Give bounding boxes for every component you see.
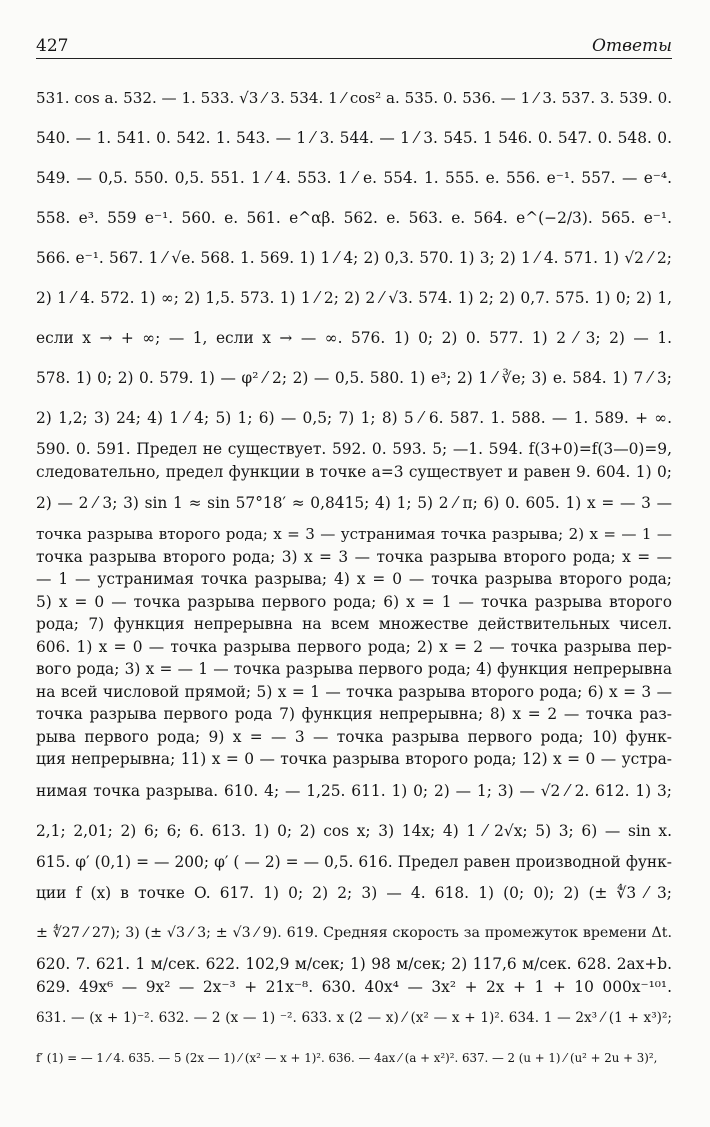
text-line: 566. e⁻¹. 567. 1 ⁄ √e. 568. 1. 569. 1) 1 ⁄ 4; 2) 0,3. 570. 1) 3; 2) 1 ⁄ 4. 571. 1) √2 ⁄ 2; [36, 249, 672, 267]
text-line: 2) 1,2; 3) 24; 4) 1 ⁄ 4; 5) 1; 6) — 0,5; 7) 1; 8) 5 ⁄ 6. 587. 1. 588. — 1. 589. + ∞. [36, 409, 672, 427]
text-line: 549. — 0,5. 550. 0,5. 551. 1 ⁄ 4. 553. 1 ⁄ e. 554. 1. 555. e. 556. e⁻¹. 557. — e⁻⁴. [36, 169, 672, 187]
text-line: 558. e³. 559 e⁻¹. 560. e. 561. e^αβ. 562. e. 563. e. 564. e^(−2/3). 565. e⁻¹. [36, 209, 672, 227]
text-line: 531. cos a. 532. — 1. 533. √3 ⁄ 3. 534. 1 ⁄ cos² a. 535. 0. 536. — 1 ⁄ 3. 537. 3. 539. 0. [36, 89, 672, 107]
text-line: 2,1; 2,01; 2) 6; 6; 6. 613. 1) 0; 2) cos x; 3) 14x; 4) 1 ⁄ 2√x; 5) 3; 6) — sin x. [36, 821, 672, 840]
text-line: следовательно, предел функции в точке a=3 существует и равен 9. 604. 1) 0; [36, 462, 672, 481]
text-line: 606. 1) x = 0 — точка разрыва первого рода; 2) x = 2 — точка разрыва пер- [36, 637, 672, 656]
running-title: Ответы [592, 36, 672, 56]
text-line: 590. 0. 591. Предел не существует. 592. 0. 593. 5; —1. 594. f(3+0)=f(3—0)=9, [36, 440, 672, 458]
text-line: 629. 49x⁶ — 9x² — 2x⁻³ + 21x⁻⁸. 630. 40x⁴ — 3x² + 2x + 1 + 10 000x⁻¹⁰¹. [36, 977, 672, 996]
text-line: ция непрерывна; 11) x = 0 — точка разрыва второго рода; 12) x = 0 — устра- [36, 750, 672, 768]
answers-text [36, 78, 672, 1107]
text-line: вого рода; 3) x = — 1 — точка разрыва первого рода; 4) функция непрерывна [36, 660, 672, 678]
text-line: — 1 — устранимая точка разрыва; 4) x = 0 — точка разрыва второго рода; [36, 570, 672, 588]
text-line: 540. — 1. 541. 0. 542. 1. 543. — 1 ⁄ 3. 544. — 1 ⁄ 3. 545. 1 546. 0. 547. 0. 548. 0. [36, 129, 672, 147]
page-number: 427 [36, 36, 69, 56]
text-line: точка разрыва первого рода 7) функция непрерывна; 8) x = 2 — точка раз- [36, 705, 672, 723]
text-line: 2) — 2 ⁄ 3; 3) sin 1 ≈ sin 57°18′ ≈ 0,8415; 4) 1; 5) 2 ⁄ π; 6) 0. 605. 1) x = — 3 — [36, 494, 672, 512]
text-line: 2) 1 ⁄ 4. 572. 1) ∞; 2) 1,5. 573. 1) 1 ⁄ 2; 2) 2 ⁄ √3. 574. 1) 2; 2) 0,7. 575. 1) 0; 2) 1, [36, 289, 672, 307]
text-line: рыва первого рода; 9) x = — 3 — точка разрыва первого рода; 10) функ- [36, 727, 672, 746]
text-line: на всей числовой прямой; 5) x = 1 — точка разрыва второго рода; 6) x = 3 — [36, 682, 672, 701]
text-line: если x → + ∞; — 1, если x → — ∞. 576. 1) 0; 2) 0. 577. 1) 2 ⁄ 3; 2) — 1. [36, 329, 672, 347]
text-line: ± ∜27 ⁄ 27); 3) (± √3 ⁄ 3; ± √3 ⁄ 9). 619. Средняя скорость за промежуток времени Δt. [36, 925, 672, 941]
text-line: 620. 7. 621. 1 м/сек. 622. 102,9 м/сек; 1) 98 м/сек; 2) 117,6 м/сек. 628. 2ax+b. [36, 955, 672, 973]
text-line: 631. — (x + 1)⁻². 632. — 2 (x — 1) ⁻². 633. x (2 — x) ⁄ (x² — x + 1)². 634. 1 — 2x³ ⁄ (1 + x³)²; [36, 1010, 672, 1026]
text-line: нимая точка разрыва. 610. 4; — 1,25. 611. 1) 0; 2) — 1; 3) — √2 ⁄ 2. 612. 1) 3; [36, 781, 672, 800]
text-line: 615. φ′ (0,1) = — 200; φ′ ( — 2) = — 0,5. 616. Предел равен производной функ- [36, 852, 672, 871]
text-line: точка разрыва второго рода; 3) x = 3 — точка разрыва второго рода; x = — [36, 547, 672, 566]
text-line: 5) x = 0 — точка разрыва первого рода; 6) x = 1 — точка разрыва второго [36, 592, 672, 611]
text-line: f′ (1) = — 1 ⁄ 4. 635. — 5 (2x — 1) ⁄ (x² — x + 1)². 636. — 4ax ⁄ (a + x²)². 637. — 2 (u + 1) ⁄ (u² + 2u + 3)², [36, 1051, 658, 1065]
text-line: 578. 1) 0; 2) 0. 579. 1) — φ² ⁄ 2; 2) — 0,5. 580. 1) e³; 2) 1 ⁄ ∛e; 3) e. 584. 1) 7 ⁄ 3; [36, 369, 672, 387]
text-line: ции f (x) в точке O. 617. 1) 0; 2) 2; 3) — 4. 618. 1) (0; 0); 2) (± ∜3 ⁄ 3; [36, 884, 672, 902]
text-line: точка разрыва второго рода; x = 3 — устранимая точка разрыва; 2) x = — 1 — [36, 525, 672, 543]
page-header [36, 30, 672, 59]
text-line: рода; 7) функция непрерывна на всем множестве действительных чисел. [36, 615, 672, 633]
